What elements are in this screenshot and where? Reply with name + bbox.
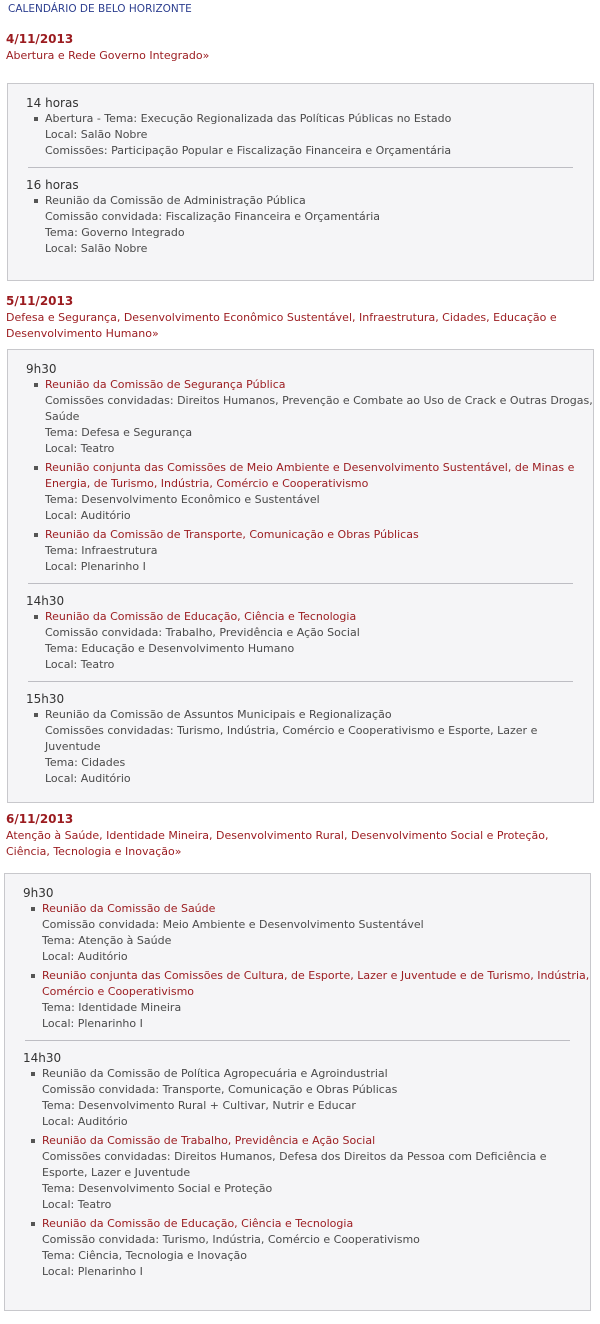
square-bullet-icon bbox=[34, 533, 38, 537]
time-slot bbox=[8, 584, 593, 682]
event-title: Reunião da Comissão de Assuntos Municipais e Regionalização bbox=[45, 708, 392, 721]
event-item bbox=[5, 1133, 590, 1213]
day-header-3 bbox=[6, 812, 594, 860]
square-bullet-icon bbox=[34, 117, 38, 121]
event-item bbox=[8, 377, 593, 457]
event-detail: Tema: Identidade Mineira bbox=[42, 1001, 182, 1014]
event-detail: Tema: Desenvolvimento Rural + Cultivar, Nutrir e Educar bbox=[42, 1099, 356, 1112]
time-slot bbox=[5, 874, 590, 1041]
event-item bbox=[8, 111, 593, 159]
slot-time: 9h30 bbox=[26, 362, 57, 376]
event-title: Reunião da Comissão de Administração Pública bbox=[45, 194, 306, 207]
event-detail: Comissões convidadas: Turismo, Indústria, Comércio e Cooperativismo e Esporte, Lazer e Juventude bbox=[45, 724, 538, 753]
day-themes-link[interactable]: Atenção à Saúde, Identidade Mineira, Desenvolvimento Rural, Desenvolvimento Social e Proteção, Ciência, Tecnologia e Inovação» bbox=[6, 829, 549, 858]
event-detail: Local: Auditório bbox=[42, 1115, 128, 1128]
square-bullet-icon bbox=[34, 466, 38, 470]
square-bullet-icon bbox=[34, 615, 38, 619]
event-list bbox=[8, 609, 593, 673]
event-title-link[interactable]: Reunião conjunta das Comissões de Cultura, de Esporte, Lazer e Juventude e de Turismo, Indústria, Comércio e Cooperativismo bbox=[42, 969, 590, 998]
event-title-link[interactable]: Reunião conjunta das Comissões de Meio Ambiente e Desenvolvimento Sustentável, de Minas e Energia, de Turismo, Indústria, Comércio e Cooperativismo bbox=[45, 461, 575, 490]
square-bullet-icon bbox=[31, 1222, 35, 1226]
event-detail: Comissão convidada: Turismo, Indústria, Comércio e Cooperativismo bbox=[42, 1233, 420, 1246]
event-detail: Local: Salão Nobre bbox=[45, 128, 148, 141]
square-bullet-icon bbox=[34, 383, 38, 387]
event-list bbox=[8, 111, 593, 159]
event-list bbox=[5, 1066, 590, 1280]
event-detail: Tema: Cidades bbox=[45, 756, 126, 769]
event-item bbox=[5, 968, 590, 1032]
event-title-link[interactable]: Reunião da Comissão de Segurança Pública bbox=[45, 378, 286, 391]
event-detail: Local: Teatro bbox=[42, 1198, 112, 1211]
day-schedule-box-1 bbox=[7, 83, 594, 281]
slot-time: 9h30 bbox=[23, 886, 54, 900]
event-detail: Local: Auditório bbox=[45, 509, 131, 522]
event-detail: Tema: Desenvolvimento Econômico e Sustentável bbox=[45, 493, 320, 506]
event-detail: Tema: Desenvolvimento Social e Proteção bbox=[42, 1182, 273, 1195]
event-item bbox=[8, 460, 593, 524]
event-list bbox=[5, 901, 590, 1032]
slot-time: 14 horas bbox=[26, 96, 79, 110]
square-bullet-icon bbox=[31, 974, 35, 978]
day-schedule-box-2 bbox=[7, 349, 594, 803]
event-detail: Comissões convidadas: Direitos Humanos, Defesa dos Direitos da Pessoa com Deficiência e Esporte, Lazer e Juventude bbox=[42, 1150, 547, 1179]
event-title-link[interactable]: Reunião da Comissão de Educação, Ciência e Tecnologia bbox=[42, 1217, 354, 1230]
event-detail: Local: Plenarinho I bbox=[42, 1265, 143, 1278]
event-detail: Comissão convidada: Transporte, Comunicação e Obras Públicas bbox=[42, 1083, 398, 1096]
event-detail: Local: Auditório bbox=[45, 772, 131, 785]
day-themes-link[interactable]: Abertura e Rede Governo Integrado» bbox=[6, 49, 210, 62]
day-date: 6/11/2013 bbox=[6, 812, 74, 826]
time-slot bbox=[8, 168, 593, 257]
event-detail: Local: Plenarinho I bbox=[45, 560, 146, 573]
day-header-2 bbox=[6, 294, 594, 342]
event-detail: Comissão convidada: Trabalho, Previdência e Ação Social bbox=[45, 626, 360, 639]
event-detail: Local: Salão Nobre bbox=[45, 242, 148, 255]
time-slot bbox=[5, 1041, 590, 1280]
square-bullet-icon bbox=[34, 713, 38, 717]
event-title-link[interactable]: Reunião da Comissão de Transporte, Comunicação e Obras Públicas bbox=[45, 528, 419, 541]
square-bullet-icon bbox=[34, 199, 38, 203]
event-item bbox=[5, 901, 590, 965]
slot-time: 16 horas bbox=[26, 178, 79, 192]
event-detail: Comissão convidada: Fiscalização Financeira e Orçamentária bbox=[45, 210, 381, 223]
event-item bbox=[5, 1066, 590, 1130]
event-detail: Tema: Atenção à Saúde bbox=[42, 934, 172, 947]
slot-time: 15h30 bbox=[26, 692, 65, 706]
day-date: 5/11/2013 bbox=[6, 294, 74, 308]
event-title-link[interactable]: Reunião da Comissão de Trabalho, Previdência e Ação Social bbox=[42, 1134, 376, 1147]
event-detail: Local: Plenarinho I bbox=[42, 1017, 143, 1030]
event-item bbox=[8, 609, 593, 673]
event-list bbox=[8, 377, 593, 575]
slot-time: 14h30 bbox=[26, 594, 65, 608]
time-slot bbox=[8, 350, 593, 584]
event-list bbox=[8, 707, 593, 787]
event-item bbox=[8, 193, 593, 257]
event-detail: Comissão convidada: Meio Ambiente e Desenvolvimento Sustentável bbox=[42, 918, 424, 931]
time-slot bbox=[8, 84, 593, 168]
event-title: Reunião da Comissão de Política Agropecuária e Agroindustrial bbox=[42, 1067, 388, 1080]
event-detail: Tema: Defesa e Segurança bbox=[45, 426, 193, 439]
slot-time: 14h30 bbox=[23, 1051, 62, 1065]
event-title-link[interactable]: Reunião da Comissão de Saúde bbox=[42, 902, 216, 915]
day-themes-link[interactable]: Defesa e Segurança, Desenvolvimento Econômico Sustentável, Infraestrutura, Cidades, Educação e Desenvolvimento Humano» bbox=[6, 311, 557, 340]
event-list bbox=[8, 193, 593, 257]
event-title-link[interactable]: Reunião da Comissão de Educação, Ciência e Tecnologia bbox=[45, 610, 357, 623]
square-bullet-icon bbox=[31, 1139, 35, 1143]
event-detail: Comissões: Participação Popular e Fiscalização Financeira e Orçamentária bbox=[45, 144, 452, 157]
day-date: 4/11/2013 bbox=[6, 32, 74, 46]
square-bullet-icon bbox=[31, 1072, 35, 1076]
event-item bbox=[8, 527, 593, 575]
event-detail: Comissões convidadas: Direitos Humanos, Prevenção e Combate ao Uso de Crack e Outras Drogas, Saúde bbox=[45, 394, 593, 423]
event-title: Abertura - Tema: Execução Regionalizada das Políticas Públicas no Estado bbox=[45, 112, 452, 125]
day-schedule-box-3 bbox=[4, 873, 591, 1311]
event-detail: Tema: Governo Integrado bbox=[45, 226, 185, 239]
time-slot bbox=[8, 682, 593, 787]
event-item bbox=[8, 707, 593, 787]
event-detail: Tema: Ciência, Tecnologia e Inovação bbox=[42, 1249, 247, 1262]
event-detail: Local: Teatro bbox=[45, 442, 115, 455]
square-bullet-icon bbox=[31, 907, 35, 911]
event-detail: Tema: Educação e Desenvolvimento Humano bbox=[45, 642, 295, 655]
event-detail: Local: Teatro bbox=[45, 658, 115, 671]
event-detail: Local: Auditório bbox=[42, 950, 128, 963]
page-title: CALENDÁRIO DE BELO HORIZONTE bbox=[8, 3, 192, 15]
event-detail: Tema: Infraestrutura bbox=[45, 544, 158, 557]
day-header-1 bbox=[6, 32, 594, 64]
event-item bbox=[5, 1216, 590, 1280]
